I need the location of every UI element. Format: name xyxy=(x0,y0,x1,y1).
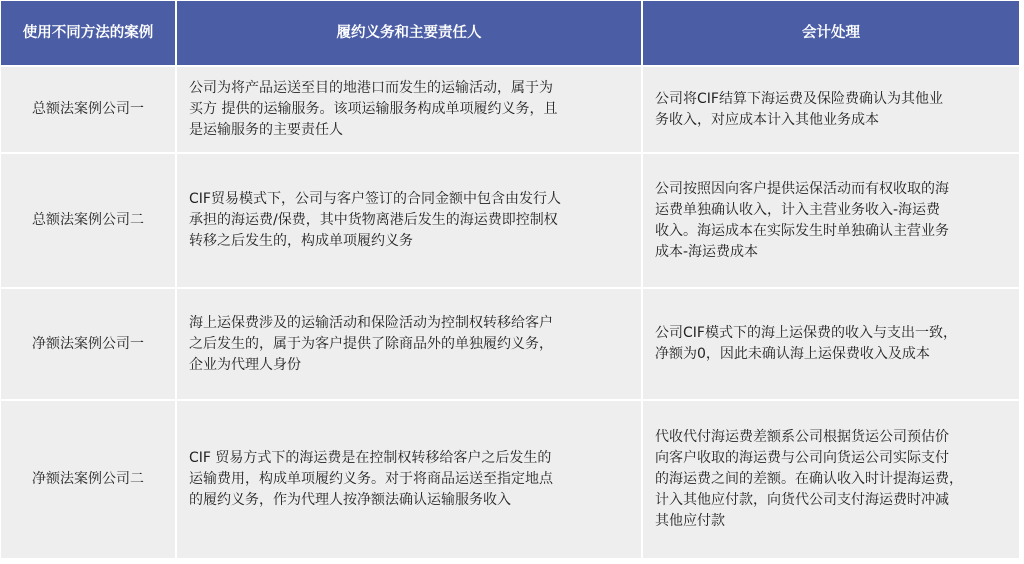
text-line: CIF贸易模式下，公司与客户签订的合同金额中包含由发行人 xyxy=(189,191,561,207)
text-line: 公司CIF模式下的海上运保费的收入与支出一致， xyxy=(655,325,957,341)
text-line: 计入其他应付款，向货代公司支付海运费时冲减 xyxy=(655,492,949,508)
text-line: 买方 提供的运输服务。该项运输服务构成单项履约义务，且 xyxy=(189,101,558,117)
text-line: 其他应付款 xyxy=(655,513,725,529)
text-line: 的履约义务，作为代理人按净额法确认运输服务收入 xyxy=(189,492,511,508)
row-1-accounting xyxy=(643,67,1021,154)
row-4-obligation xyxy=(177,401,643,560)
row-2-case: 总额法案例公司二 xyxy=(1,154,177,289)
text-line: 成本-海运费成本 xyxy=(655,243,759,260)
text-line: 转移之后发生的，构成单项履约义务 xyxy=(189,233,413,249)
row-2-obligation xyxy=(177,154,643,289)
header-obligation: 履约义务和主要责任人 xyxy=(177,1,643,67)
text-line: 运费单独确认收入，计入主营业务收入-海运费 xyxy=(655,201,941,218)
text-line: 公司将CIF结算下海运费及保险费确认为其他业 xyxy=(655,90,943,107)
text-line: 之后发生的，属于为客户提供了除商品外的单独履约义务， xyxy=(189,335,553,352)
row-4-case: 净额法案例公司二 xyxy=(1,401,177,560)
text-line: 代收代付海运费差额系公司根据货运公司预估价 xyxy=(655,429,949,445)
text-line: 海上运保费涉及的运输活动和保险活动为控制权转移给客户 xyxy=(189,314,553,331)
text-line: 公司为将产品运送至目的地港口而发生的运输活动，属于为 xyxy=(189,80,553,96)
row-3-accounting xyxy=(643,289,1021,401)
row-1-obligation xyxy=(177,67,643,154)
text-line: 务收入，对应成本计入其他业务成本 xyxy=(655,111,879,128)
text-line: CIF 贸易方式下的海运费是在控制权转移给客户之后发生的 xyxy=(189,450,552,466)
text-line: 的海运费之间的差额。在确认收入时计提海运费， xyxy=(655,471,963,487)
text-line: 企业为代理人身份 xyxy=(189,356,301,373)
text-line: 净额为0，因此未确认海上运保费收入及成本 xyxy=(655,346,930,362)
row-3-case: 净额法案例公司一 xyxy=(1,289,177,401)
text-line: 承担的海运费/保费，其中货物离港后发生的海运费即控制权 xyxy=(189,212,558,228)
row-1-case: 总额法案例公司一 xyxy=(1,67,177,154)
text-line: 公司按照因向客户提供运保活动而有权收取的海 xyxy=(655,180,949,197)
text-line: 收入。海运成本在实际发生时单独确认主营业务 xyxy=(655,222,949,239)
header-case: 使用不同方法的案例 xyxy=(1,1,177,67)
row-4-accounting xyxy=(643,401,1021,560)
row-3-obligation xyxy=(177,289,643,401)
text-line: 是运输服务的主要责任人 xyxy=(189,122,343,138)
accounting-comparison-table xyxy=(1,1,1021,561)
text-line: 向客户收取的海运费与公司向货运公司实际支付 xyxy=(655,450,949,466)
header-accounting: 会计处理 xyxy=(643,1,1021,67)
text-line: 运输费用，构成单项履约义务。对于将商品运送至指定地点 xyxy=(189,471,553,487)
row-2-accounting xyxy=(643,154,1021,289)
